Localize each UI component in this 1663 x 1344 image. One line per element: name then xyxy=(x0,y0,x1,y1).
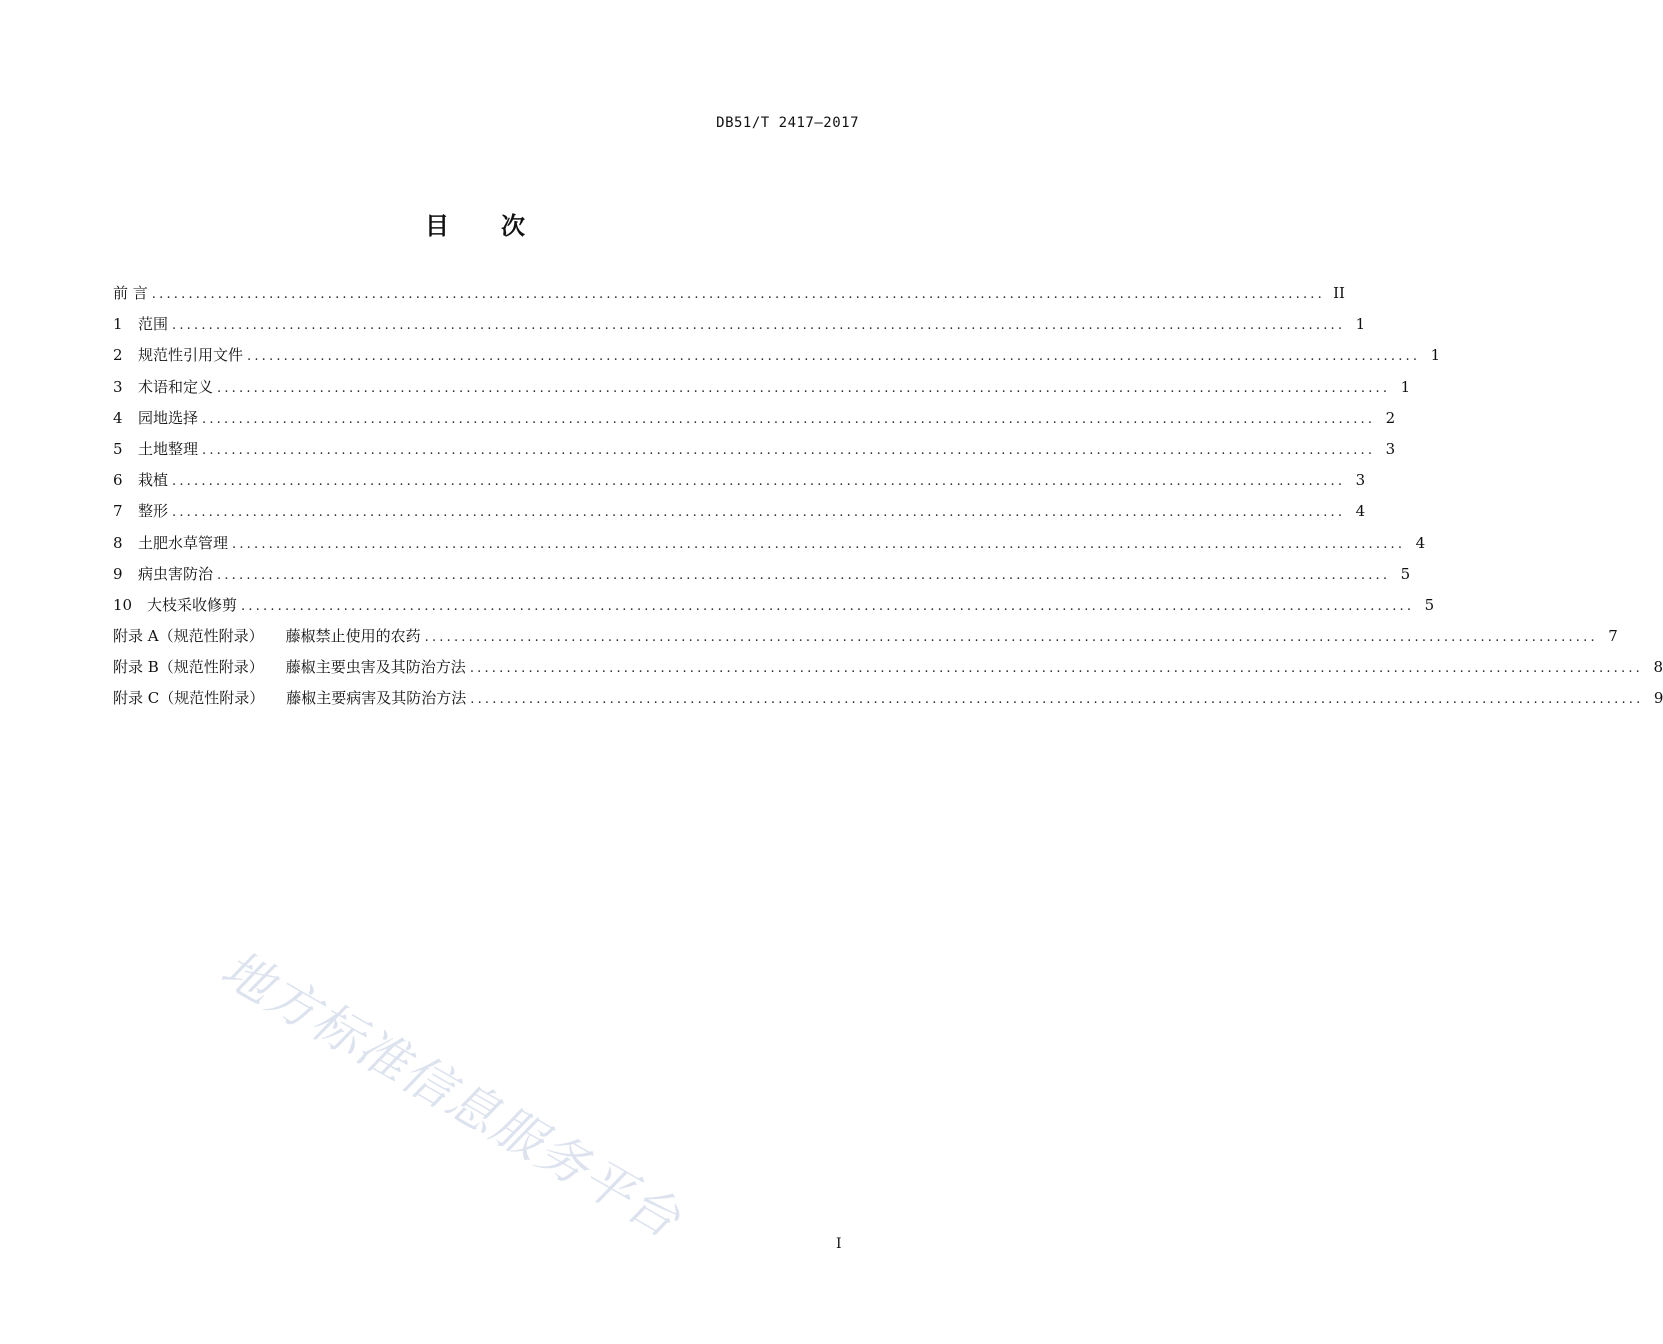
toc-list xyxy=(113,282,1663,719)
toc-entry-label: 整形 xyxy=(138,502,169,521)
toc-leader-dots: ................................................................................................................................................................ xyxy=(172,474,1346,490)
toc-entry-label: 栽植 xyxy=(138,471,169,490)
toc-entry-label: 土地整理 xyxy=(138,439,199,458)
watermark: 地方标准信息服务平台 xyxy=(211,939,691,1250)
page-number: I xyxy=(836,1236,842,1252)
toc-entry-page: 1 xyxy=(1400,377,1411,396)
toc-entry-page: 4 xyxy=(1415,533,1426,552)
toc-entry-number: 1 xyxy=(113,315,123,334)
toc-leader-dots: ................................................................................................................................................................ xyxy=(217,567,1391,583)
toc-entry-page: 3 xyxy=(1355,471,1366,490)
appendix-label: 附录 C（规范性附录） xyxy=(113,689,265,708)
toc-entry-5[interactable] xyxy=(113,438,1396,469)
toc-entry-appendix-a[interactable] xyxy=(113,625,1618,656)
toc-entry-number: 10 xyxy=(113,595,133,614)
toc-entry-label: 病虫害防治 xyxy=(138,564,214,583)
toc-entry-number: 2 xyxy=(113,346,123,365)
toc-leader-dots: ................................................................................................................................................................ xyxy=(470,692,1644,708)
toc-entry-page: 2 xyxy=(1385,408,1396,427)
toc-entry-page: 1 xyxy=(1355,315,1366,334)
toc-entry-page: 5 xyxy=(1424,595,1435,614)
toc-entry-1[interactable] xyxy=(113,313,1366,344)
toc-entry-9[interactable] xyxy=(113,563,1411,594)
toc-entry-6[interactable] xyxy=(113,469,1366,500)
toc-leader-dots: ................................................................................................................................................................ xyxy=(202,411,1376,427)
toc-leader-dots: ................................................................................................................................................................ xyxy=(172,505,1346,521)
toc-title-part2: 次 xyxy=(501,212,525,240)
toc-entry-label: 大枝采收修剪 xyxy=(147,595,238,614)
appendix-title: 藤椒禁止使用的农药 xyxy=(285,627,421,646)
toc-entry-foreword[interactable] xyxy=(113,282,1345,313)
toc-entry-10[interactable] xyxy=(113,594,1435,625)
toc-leader-dots: ................................................................................................................................................................ xyxy=(241,598,1415,614)
toc-leader-dots: ................................................................................................................................................................ xyxy=(247,349,1421,365)
toc-entry-page: 1 xyxy=(1430,346,1441,365)
toc-entry-3[interactable] xyxy=(113,376,1411,407)
toc-leader-dots: ................................................................................................................................................................ xyxy=(151,287,1325,302)
toc-entry-appendix-b[interactable] xyxy=(113,656,1663,687)
toc-entry-2[interactable] xyxy=(113,344,1441,375)
toc-entry-label xyxy=(113,625,425,646)
toc-entry-number: 3 xyxy=(113,377,123,396)
toc-entry-4[interactable] xyxy=(113,407,1396,438)
toc-entry-label xyxy=(113,687,470,708)
appendix-label: 附录 A（规范性附录） xyxy=(113,627,264,646)
toc-entry-label xyxy=(113,656,470,677)
toc-entry-number: 5 xyxy=(113,439,123,458)
toc-entry-page: 7 xyxy=(1608,627,1618,646)
toc-entry-number: 7 xyxy=(113,502,123,521)
toc-leader-dots: ................................................................................................................................................................ xyxy=(217,380,1391,396)
toc-entry-label: 园地选择 xyxy=(138,408,199,427)
appendix-label: 附录 B（规范性附录） xyxy=(113,658,264,677)
toc-leader-dots: ................................................................................................................................................................ xyxy=(232,536,1406,552)
toc-entry-number: 4 xyxy=(113,408,123,427)
toc-entry-number: 8 xyxy=(113,533,123,552)
toc-entry-label: 规范性引用文件 xyxy=(138,346,244,365)
toc-title-part1: 目 xyxy=(425,212,449,240)
standard-code: DB51/T 2417—2017 xyxy=(716,115,859,131)
toc-title xyxy=(0,206,950,241)
toc-entry-label: 范围 xyxy=(138,315,169,334)
toc-entry-page: 4 xyxy=(1355,502,1366,521)
appendix-title: 藤椒主要虫害及其防治方法 xyxy=(285,658,466,677)
toc-entry-page: 5 xyxy=(1400,564,1411,583)
toc-leader-dots: ................................................................................................................................................................ xyxy=(469,661,1643,677)
appendix-title: 藤椒主要病害及其防治方法 xyxy=(286,689,467,708)
toc-leader-dots: ................................................................................................................................................................ xyxy=(424,630,1598,646)
toc-entry-page: II xyxy=(1333,284,1345,302)
toc-entry-label: 前 言 xyxy=(113,284,148,302)
toc-entry-label: 术语和定义 xyxy=(138,377,214,396)
toc-entry-label: 土肥水草管理 xyxy=(138,533,229,552)
toc-entry-7[interactable] xyxy=(113,500,1366,531)
toc-entry-page: 3 xyxy=(1385,439,1396,458)
toc-entry-8[interactable] xyxy=(113,532,1426,563)
toc-entry-page: 9 xyxy=(1653,689,1663,708)
toc-leader-dots: ................................................................................................................................................................ xyxy=(172,318,1346,334)
toc-entry-number: 6 xyxy=(113,471,123,490)
toc-leader-dots: ................................................................................................................................................................ xyxy=(202,442,1376,458)
toc-entry-number: 9 xyxy=(113,564,123,583)
toc-entry-appendix-c[interactable] xyxy=(113,687,1663,718)
toc-entry-page: 8 xyxy=(1653,658,1663,677)
